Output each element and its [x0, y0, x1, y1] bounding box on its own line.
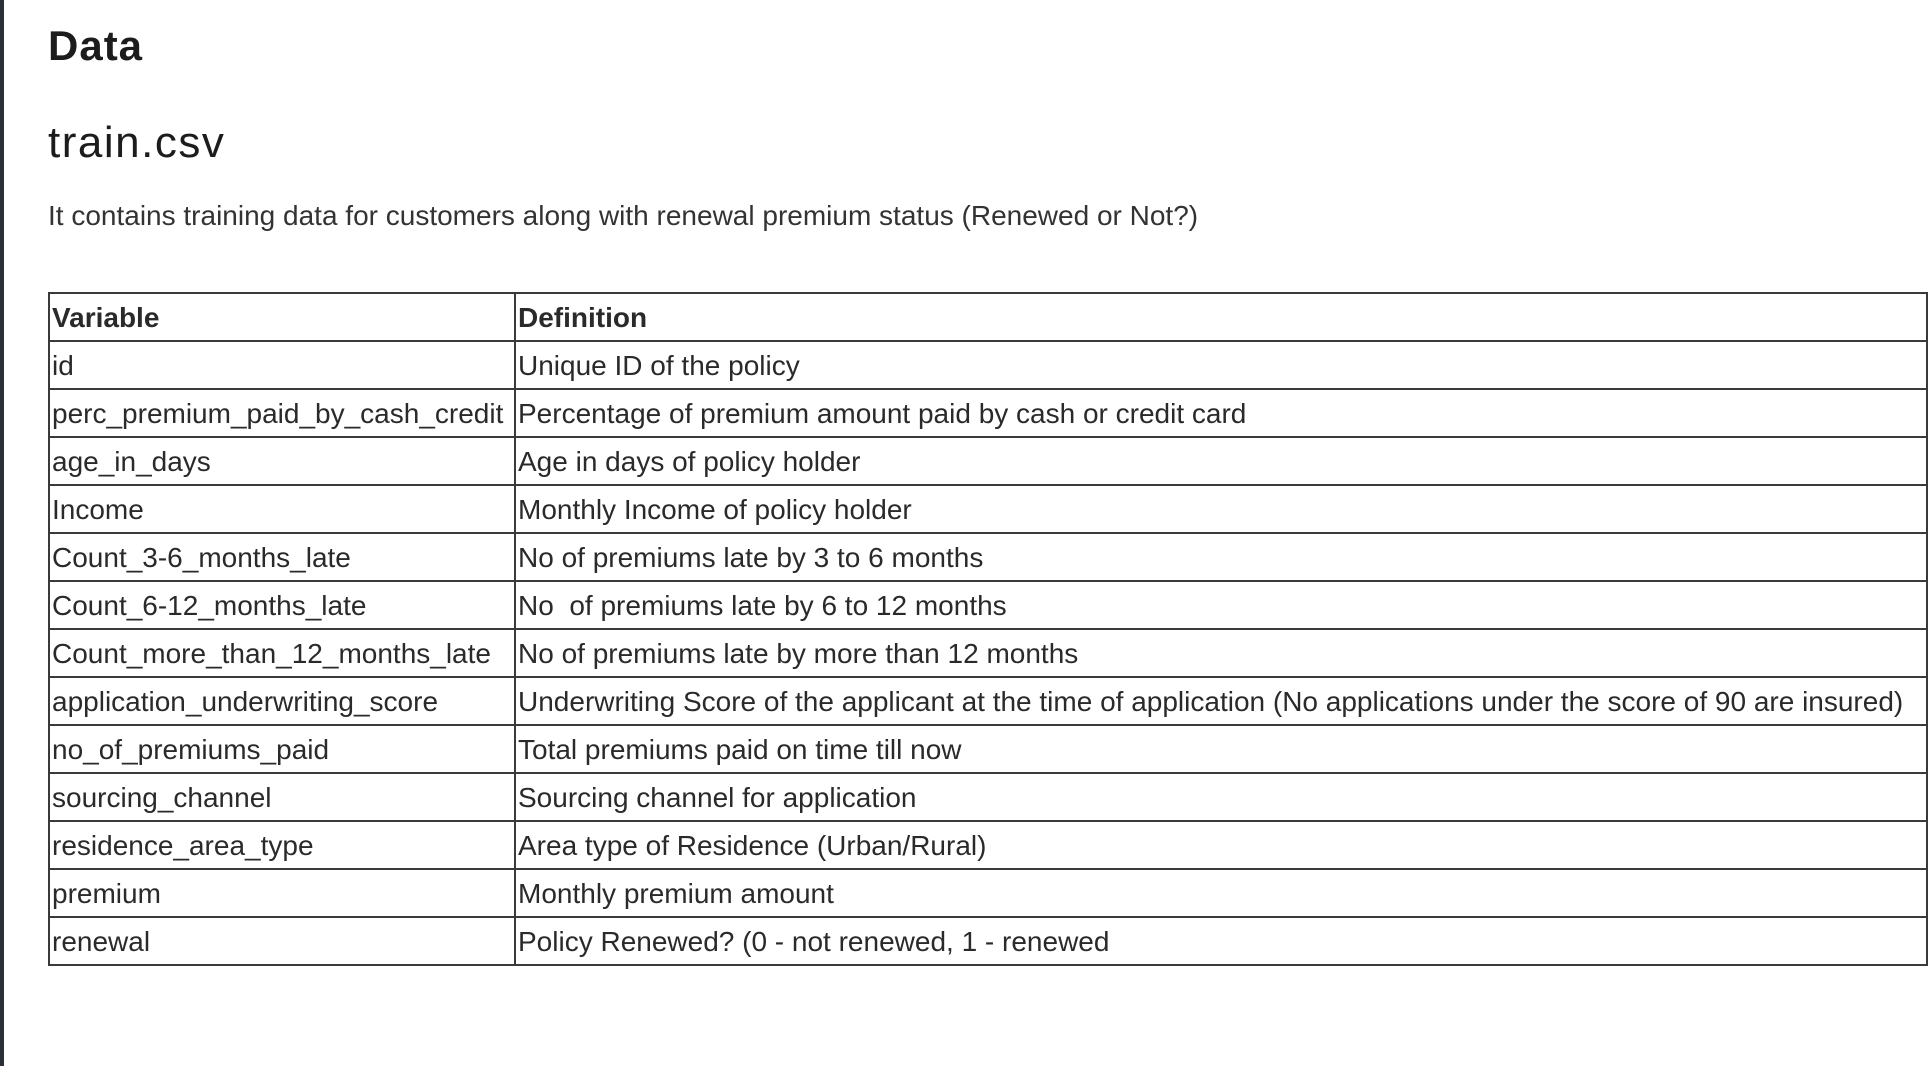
- variable-cell: residence_area_type: [49, 821, 515, 869]
- file-title: train.csv: [48, 118, 226, 167]
- definition-cell: Age in days of policy holder: [515, 437, 1927, 485]
- table-row: [49, 821, 1927, 869]
- definition-cell: Monthly Income of policy holder: [515, 485, 1927, 533]
- variable-cell: renewal: [49, 917, 515, 965]
- header-definition: Definition: [515, 293, 1927, 341]
- header-variable: Variable: [49, 293, 515, 341]
- table-row: [49, 629, 1927, 677]
- definition-cell: Total premiums paid on time till now: [515, 725, 1927, 773]
- definition-cell: Area type of Residence (Urban/Rural): [515, 821, 1927, 869]
- table-row: [49, 485, 1927, 533]
- definition-cell: No of premiums late by 6 to 12 months: [515, 581, 1927, 629]
- definition-cell: Percentage of premium amount paid by cash or credit card: [515, 389, 1927, 437]
- table-row: [49, 389, 1927, 437]
- variable-cell: Income: [49, 485, 515, 533]
- table-row: [49, 437, 1927, 485]
- variable-cell: sourcing_channel: [49, 773, 515, 821]
- table-row: [49, 341, 1927, 389]
- definition-cell: Policy Renewed? (0 - not renewed, 1 - renewed: [515, 917, 1927, 965]
- table-row: [49, 677, 1927, 725]
- table-row: [49, 533, 1927, 581]
- table-row: [49, 725, 1927, 773]
- table-row: [49, 917, 1927, 965]
- variables-table: [48, 292, 1928, 966]
- variable-cell: age_in_days: [49, 437, 515, 485]
- definition-cell: Underwriting Score of the applicant at the time of application (No applications under the score of 90 are insured): [515, 677, 1927, 725]
- definition-cell: No of premiums late by more than 12 months: [515, 629, 1927, 677]
- variable-cell: perc_premium_paid_by_cash_credit: [49, 389, 515, 437]
- variable-cell: premium: [49, 869, 515, 917]
- variable-cell: id: [49, 341, 515, 389]
- definition-cell: Unique ID of the policy: [515, 341, 1927, 389]
- table-row: [49, 581, 1927, 629]
- table-row: [49, 869, 1927, 917]
- variable-cell: no_of_premiums_paid: [49, 725, 515, 773]
- definition-cell: Monthly premium amount: [515, 869, 1927, 917]
- variable-cell: application_underwriting_score: [49, 677, 515, 725]
- variable-cell: Count_6-12_months_late: [49, 581, 515, 629]
- table-row: [49, 773, 1927, 821]
- file-description: It contains training data for customers along with renewal premium status (Renewed or Not?): [48, 200, 1199, 231]
- definition-cell: Sourcing channel for application: [515, 773, 1927, 821]
- table-header-row: [49, 293, 1927, 341]
- variable-cell: Count_3-6_months_late: [49, 533, 515, 581]
- section-title: Data: [48, 22, 144, 69]
- variable-cell: Count_more_than_12_months_late: [49, 629, 515, 677]
- definition-cell: No of premiums late by 3 to 6 months: [515, 533, 1927, 581]
- left-border-rule: [0, 0, 4, 1066]
